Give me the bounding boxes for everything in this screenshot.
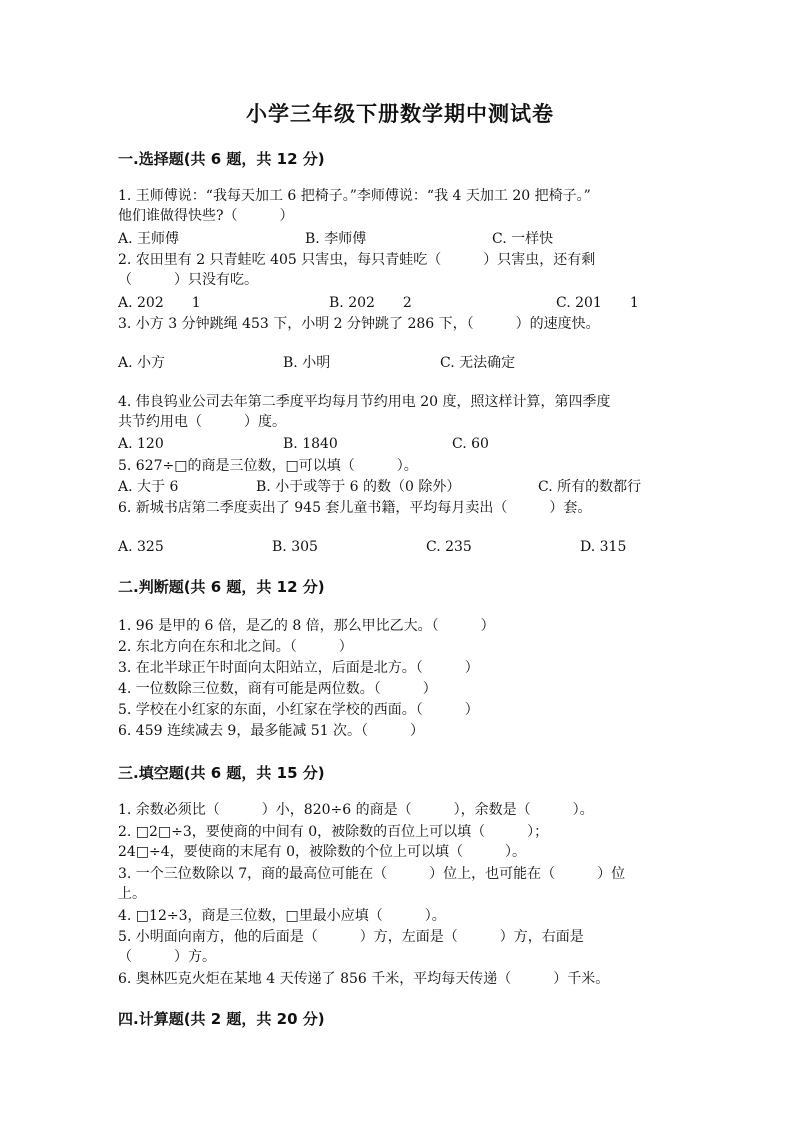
question-line: 1. 96 是甲的 6 倍，是乙的 8 倍，那么甲比乙大。（ ） [118, 618, 495, 634]
option-a: A. 202 1 [118, 295, 201, 311]
question-line: 3. 一个三位数除以 7，商的最高位可能在（ ）位上，也可能在（ ）位 [118, 866, 626, 882]
option-b: B. 1840 [283, 436, 338, 452]
question-line: 3. 小方 3 分钟跳绳 453 下，小明 2 分钟跳了 286 下，（ ）的速度快。 [118, 316, 600, 332]
question-line: 他们谁做得快些?（ ） [118, 208, 294, 224]
option-b: B. 小于或等于 6 的数（0 除外） [256, 479, 461, 495]
option-c: C. 所有的数都行 [538, 479, 642, 495]
option-c: C. 201 1 [556, 295, 639, 311]
option-a: A. 大于 6 [118, 479, 179, 495]
question-line: 24□÷4，要使商的末尾有 0，被除数的个位上可以填（ ）。 [118, 844, 527, 860]
option-a: A. 小方 [118, 355, 166, 371]
question-line: 1. 王师傅说：“我每天加工 6 把椅子。”李师傅说：“我 4 天加工 20 把椅子。” [118, 188, 591, 204]
question-line: 6. 新城书店第二季度卖出了 945 套儿童书籍，平均每月卖出（ ）套。 [118, 500, 592, 516]
option-a: A. 120 [118, 436, 164, 452]
question-line: 4. □12÷3，商是三位数，□里最小应填（ ）。 [118, 908, 446, 924]
option-a: A. 王师傅 [118, 231, 180, 247]
question-line: 1. 余数必须比（ ）小，820÷6 的商是（ ），余数是（ ）。 [118, 802, 594, 818]
question-line: 5. 627÷□的商是三位数，□可以填（ ）。 [118, 458, 418, 474]
question-line: 共节约用电（ ）度。 [118, 414, 286, 430]
option-c: C. 无法确定 [440, 355, 516, 371]
option-b: B. 李师傅 [305, 231, 367, 247]
option-c: C. 235 [426, 539, 472, 555]
option-d: D. 315 [580, 539, 627, 555]
question-line: 5. 学校在小红家的东面，小红家在学校的西面。（ ） [118, 702, 479, 718]
question-line: （ ）只没有吃。 [118, 272, 258, 288]
option-b: B. 小明 [283, 355, 331, 371]
question-line: 4. 伟良钨业公司去年第二季度平均每月节约用电 20 度，照这样计算，第四季度 [118, 394, 611, 410]
question-line: 6. 奥林匹克火炬在某地 4 天传递了 856 千米，平均每天传递（ ）千米。 [118, 971, 610, 987]
section-header-choice: 一.选择题(共 6 题，共 12 分) [118, 150, 325, 168]
page-title: 小学三年级下册数学期中测试卷 [246, 101, 554, 126]
question-line: 2. 农田里有 2 只青蛙吃 405 只害虫，每只青蛙吃（ ）只害虫，还有剩 [118, 252, 596, 268]
option-c: C. 60 [452, 436, 489, 452]
question-line: 上。 [118, 886, 146, 902]
question-line: 3. 在北半球正午时面向太阳站立，后面是北方。（ ） [118, 660, 479, 676]
question-line: 6. 459 连续减去 9，最多能减 51 次。（ ） [118, 723, 425, 739]
option-b: B. 202 2 [329, 295, 412, 311]
question-line: 2. 东北方向在东和北之间。（ ） [118, 639, 353, 655]
option-c: C. 一样快 [492, 231, 554, 247]
question-line: 5. 小明面向南方，他的后面是（ ）方，左面是（ ）方，右面是 [118, 929, 584, 945]
section-header-calculation: 四.计算题(共 2 题，共 20 分) [118, 1010, 325, 1028]
option-a: A. 325 [118, 539, 164, 555]
option-b: B. 305 [272, 539, 318, 555]
question-line: （ ）方。 [118, 949, 216, 965]
section-header-fill-blank: 三.填空题(共 6 题，共 15 分) [118, 764, 325, 782]
question-line: 4. 一位数除三位数，商有可能是两位数。（ ） [118, 681, 437, 697]
question-line: 2. □2□÷3，要使商的中间有 0，被除数的百位上可以填（ ）； [118, 824, 549, 840]
section-header-judgement: 二.判断题(共 6 题，共 12 分) [118, 578, 325, 596]
